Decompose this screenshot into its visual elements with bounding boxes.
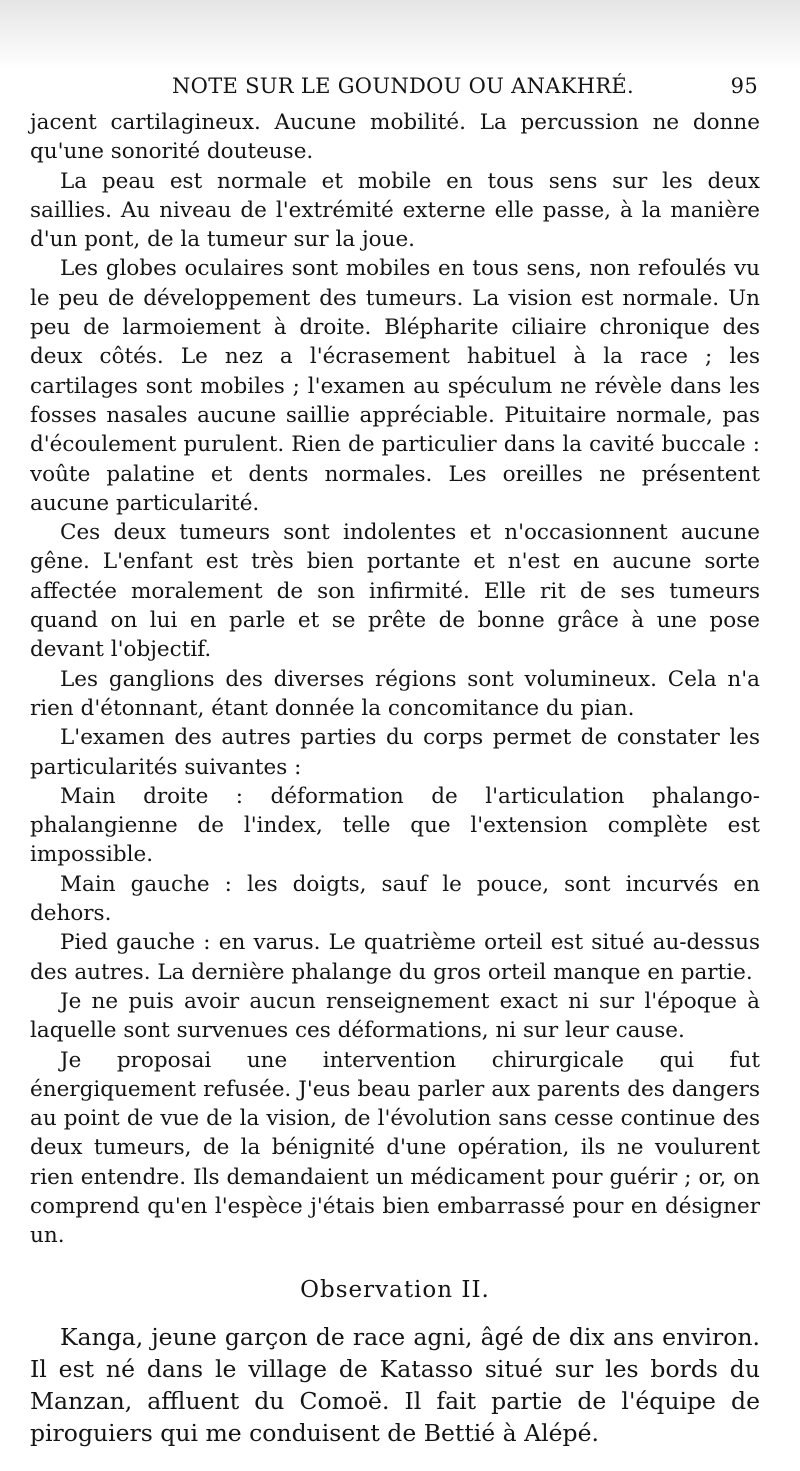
paragraph: L'examen des autres parties du corps permet de constater les particularités suivantes : [30, 725, 760, 780]
observation-text [30, 1321, 760, 1449]
paragraph: Je proposai une intervention chirurgicale qui fut énergiquement refusée. J'eus beau parler aux parents des dangers au point de vue de la vision, de l'évolution sans cesse continue des deux tumeurs, de la bénignité d'une opération, ils ne voulurent rien entendre. Ils demandaient un médicament pour guérir ; or, on comprend qu'en l'espèce j'étais bien embarrassé pour en désigner un. [30, 1047, 760, 1249]
running-title: NOTE SUR LE GOUNDOU OU ANAKHRÉ. [172, 74, 635, 98]
paragraph: jacent cartilagineux. Aucune mobilité. La percussion ne donne qu'une sonorité douteuse. [30, 110, 760, 165]
paragraph: Les globes oculaires sont mobiles en tous sens, non refoulés vu le peu de développement des tumeurs. La vision est normale. Un peu de larmoiement à droite. Blépharite ciliaire chronique des deux côtés. Le nez a l'écrasement habituel à la race ; les cartilages sont mobiles ; l'examen au spéculum ne révèle dans les fosses nasales aucune saillie appréciable. Pituitaire normale, pas d'écoulement purulent. Rien de particulier dans la cavité buccale : voûte palatine et dents normales. Les oreilles ne présentent aucune particularité. [30, 256, 760, 516]
scan-edge-shadow [0, 0, 800, 70]
observation-heading: Observation II. [300, 1276, 490, 1303]
paragraph: Ces deux tumeurs sont indolentes et n'occasionnent aucune gêne. L'enfant est très bien portante et n'est en aucune sorte affectée moralement de son infirmité. Elle rit de ses tumeurs quand on lui en parle et se prête de bonne grâce à une pose devant l'objectif. [30, 520, 760, 663]
paragraph: Pied gauche : en varus. Le quatrième orteil est situé au-dessus des autres. La dernière phalange du gros orteil manque en partie. [30, 930, 760, 985]
paragraph: Main droite : déformation de l'articulation phalango-phalangienne de l'index, telle que l'extension complète est impossible. [30, 783, 760, 868]
page-number: 95 [730, 74, 758, 98]
book-page [30, 68, 760, 1449]
paragraph: Kanga, jeune garçon de race agni, âgé de dix ans environ. Il est né dans le village de Katasso situé sur les bords du Manzan, affluent du Comoë. Il fait partie de l'équipe de piroguiers qui me conduisent de Bettié à Alépé. [30, 1322, 760, 1447]
page-header [30, 68, 760, 108]
paragraph: Je ne puis avoir aucun renseignement exact ni sur l'époque à laquelle sont survenues ces déformations, ni sur leur cause. [30, 988, 760, 1044]
paragraph: La peau est normale et mobile en tous sens sur les deux saillies. Au niveau de l'extrémité externe elle passe, à la manière d'un pont, de la tumeur sur la joue. [30, 168, 760, 253]
paragraph: Les ganglions des diverses régions sont volumineux. Cela n'a rien d'étonnant, étant donnée la concomitance du pian. [30, 666, 760, 721]
body-text [30, 108, 760, 1251]
paragraph: Main gauche : les doigts, sauf le pouce, sont incurvés en dehors. [30, 871, 760, 927]
